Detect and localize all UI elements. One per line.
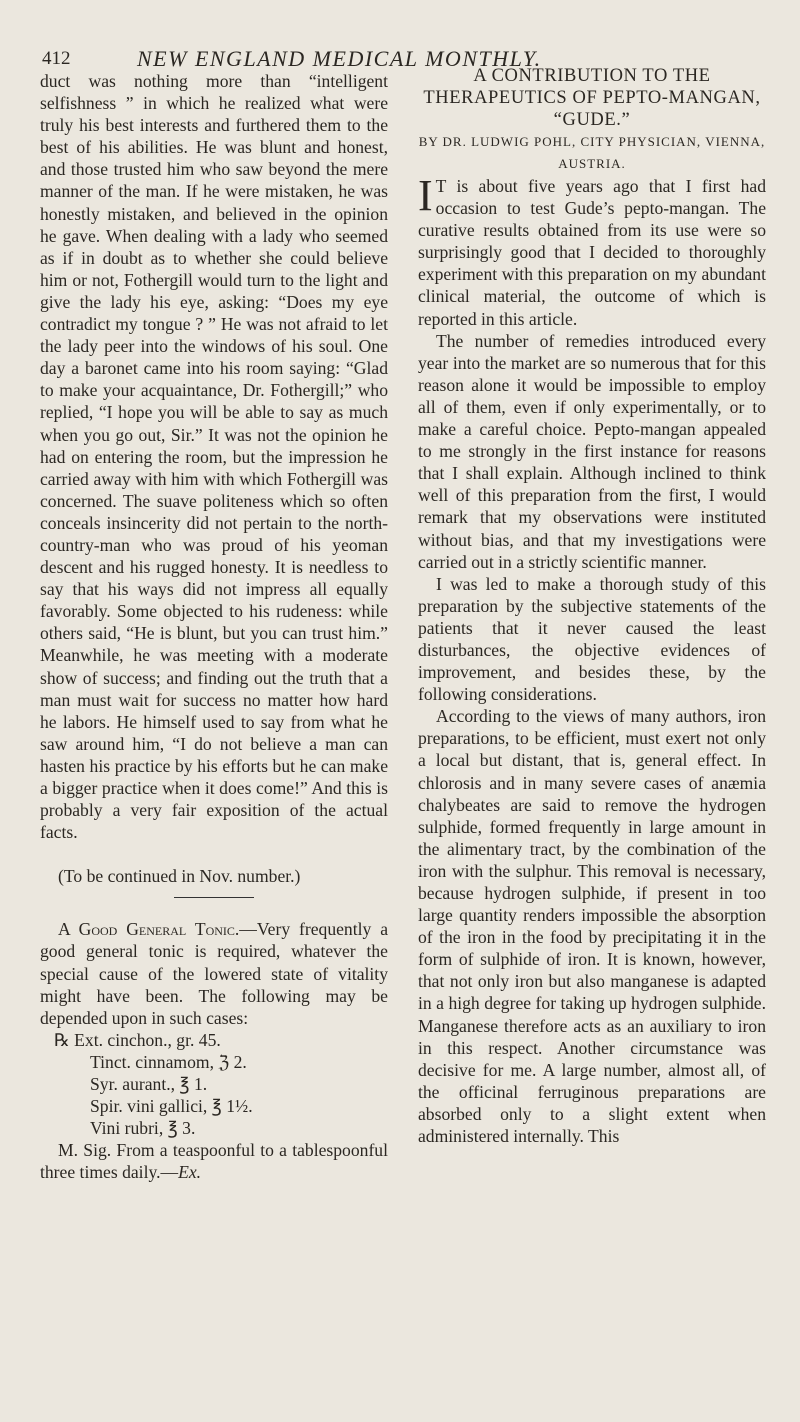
running-title: NEW ENGLAND MEDICAL MONTHLY.: [137, 46, 542, 71]
prescription-line: Vini rubri, ℥ 3.: [90, 1118, 196, 1139]
fothergill-paragraph: duct was nothing more than “intelligent selfishness ” in which he realized what were truly his best interests and furthered them to the best of his abilities. He was blunt and honest, and those trusted him who saw beyond the mere manner of the man. If he were mistaken, he was honestly mistaken, and believed in the opinion he gave. When dealing with a lady who seemed as if in doubt as to whether she could believe him or not, Fothergill would turn to the light and give the lady his eye, asking: “Does my eye contradict my tongue ? ” He was not afraid to let the lady peer into the windows of his soul. One day a baronet came into his room saying: “Glad to make your acquaintance, Dr. Fothergill;” who replied, “I hope you will be able to say as much when you go out, Sir.” It was not the opinion he had on entering the room, but the impression he carried away with him with which Fothergill was concerned. The suave politeness which so often conceals insincerity did not pertain to the north-country-man who was proud of his yeoman descent and his rugged honesty. It is needless to say that his ways did not impress all equally favorably. Some objected to his rudeness: while others said, “He is blunt, but you can trust him.” Meanwhile, he was meeting with a moderate show of success; and finding out the truth that a man must wait for success no matter how hard he labors. He himself used to say from what he saw around him, “I do not believe a man can hasten his practice by his efforts but he can make a bigger practice when it does come!” And this is probably a very fair exposition of the actual facts.: [40, 71, 388, 843]
article-title: A CONTRIBUTION TO THE THERAPEUTICS OF PEPTO-MANGAN, “GUDE.”: [423, 66, 761, 130]
left-column: [40, 70, 388, 1184]
tonic-text: —Very frequently a good general tonic is required, whatever the special cause of the lowered state of vitality might have been. The following may be depended upon in such cases:: [40, 919, 388, 1028]
article-byline: BY DR. LUDWIG POHL, CITY PHYSICIAN, VIENNA, AUSTRIA.: [418, 134, 766, 171]
drop-cap: I: [418, 171, 433, 220]
article-paragraph-1: [418, 171, 766, 330]
tonic-paragraph: [40, 918, 388, 1028]
prescription-line: Spir. vini gallici, ℥ 1½.: [90, 1096, 253, 1117]
prescription: [40, 1029, 388, 1139]
prescription-line: ℞ Ext. cinchon., gr. 45.: [54, 1029, 221, 1050]
tonic-heading: A Good General Tonic.: [58, 919, 240, 940]
article-paragraph-3: I was led to make a thorough study of this preparation by the subjective statements of the patients that it never caused the least disturbances, the objective evidences of improvement, and besides these, by the following considerations.: [418, 573, 766, 705]
paragraph-1-text: T is about five years ago that I first had occasion to test Gude’s pepto-mangan. The curative results obtained from its use were so surprisingly good that I decided to thoroughly experiment with this preparation on my abundant clinical material, the outcome of which is reported in this article.: [418, 176, 766, 329]
signa: [40, 1139, 388, 1183]
prescription-line: Syr. aurant., ℥ 1.: [90, 1074, 208, 1095]
page-number: 412: [42, 48, 71, 69]
article-paragraph-4: According to the views of many authors, iron preparations, to be efficient, must exert not only a local but distant, that is, general effect. In chlorosis and in many severe cases of anæmia chalybeates are said to remove the hydrogen sulphide, formed frequently in large amount in the alimentary tract, by the combination of the iron with the sulphur. This removal is necessary, because hydrogen sulphide, if present in too large quantity renders impossible the absorption of the iron in the food by precipitating it in the form of sulphide of iron. It is known, however, that not only iron but also manganese is adapted in a high degree for taking up hydrogen sulphide. Manganese therefore acts as an auxiliary to iron in this respect. Another circumstance was decisive for me. A large number, almost all, of the officinal ferruginous preparations are absorbed only to a slight extent when administered internally. This: [418, 706, 766, 1147]
signa-text: M. Sig. From a teaspoonful to a tablespoonful three times daily.—: [40, 1140, 388, 1183]
source-abbrev: Ex.: [178, 1162, 202, 1183]
prescription-line: Tinct. cinnamom, ℨ 2.: [90, 1051, 247, 1072]
section-divider: [174, 897, 254, 898]
continued-note: (To be continued in Nov. number.): [58, 866, 301, 887]
right-column: [418, 65, 766, 1147]
article-paragraph-2: The number of remedies introduced every year into the market are so numerous that for this reason alone it would be impossible to employ all of them, even if only experimentally, or to make a careful choice. Pepto-mangan appealed to me strongly in the first instance for reasons that I shall explain. Although inclined to think well of this preparation from the first, I would remark that my observations were instituted without bias, and that my investigations were carried out in a strictly scientific manner.: [418, 330, 766, 572]
